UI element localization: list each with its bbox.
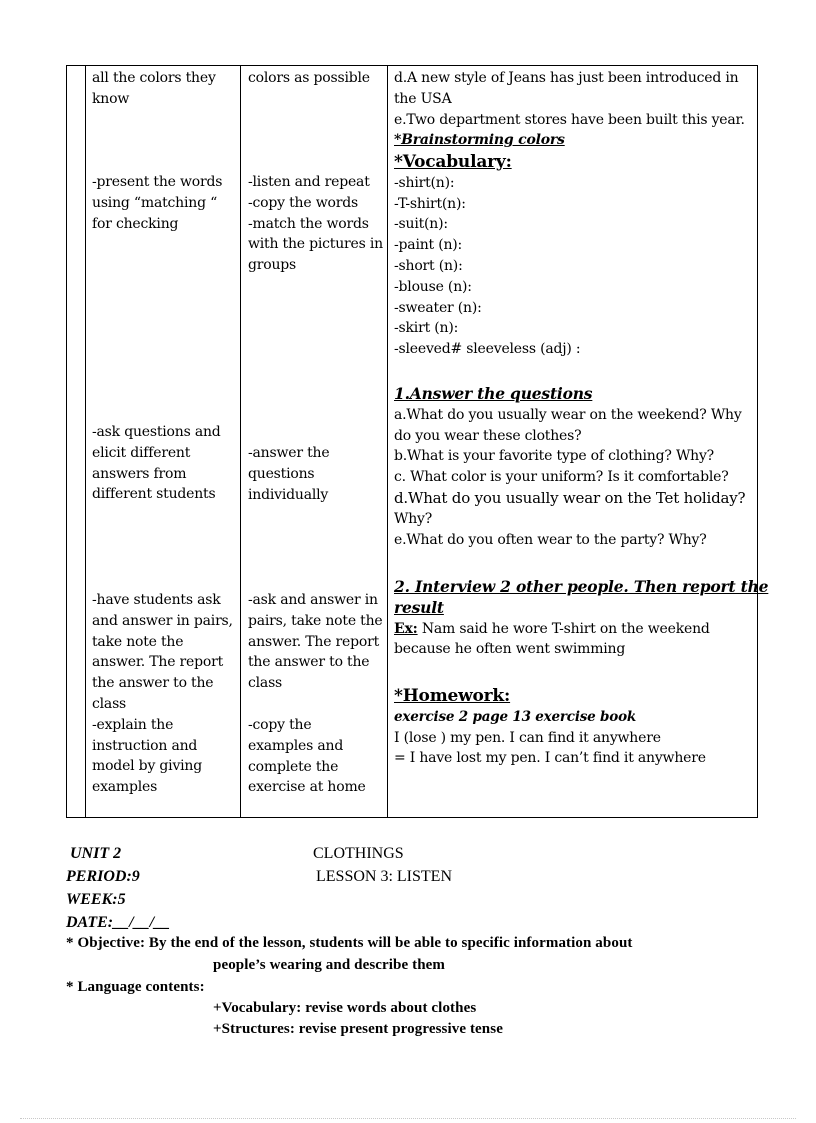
example-line [394, 619, 756, 640]
student-block-2 [248, 172, 386, 276]
period-label: PERIOD:9 [66, 868, 140, 885]
text-line: the answer to the [92, 675, 214, 692]
interview-section [394, 577, 769, 660]
unit-title: CLOTHINGS [313, 845, 404, 862]
language-contents-label: * Language contents: [66, 979, 205, 995]
text-line: pairs, take note the [248, 612, 383, 629]
text-line: the answer to the [248, 654, 370, 671]
text-line: -answer the [248, 445, 330, 461]
text-line: examples and [248, 737, 344, 754]
example-text: because he often went swimming [394, 641, 626, 658]
question-line: a.What do you usually wear on the weekend? Why [394, 406, 742, 423]
text-line: using “matching “ [92, 194, 218, 211]
homework-line: = I have lost my pen. I can’t find it anywhere [394, 750, 706, 767]
text-line: and answer in pairs, [92, 612, 233, 629]
teacher-activities-column [86, 66, 241, 817]
answer-questions-heading: 1.Answer the questions [394, 384, 593, 403]
vocab-item: -sleeved# sleeveless (adj) : [394, 341, 581, 358]
homework-line: I (lose ) my pen. I can find it anywhere [394, 729, 661, 746]
text-line: class [248, 675, 283, 692]
teacher-block-2 [92, 172, 238, 234]
text-line: -explain the [92, 716, 174, 733]
text-line: -ask and answer in [248, 592, 378, 608]
vocabulary-content: +Vocabulary: revise words about clothes [213, 1000, 477, 1016]
question-line: b.What is your favorite type of clothing? Why? [394, 448, 714, 465]
question-line: do you wear these clothes? [394, 427, 582, 444]
text-line: -present the words [92, 174, 223, 190]
text-line: -listen and repeat [248, 174, 370, 190]
interview-heading: result [394, 597, 444, 617]
teacher-block-1 [92, 68, 238, 110]
text-line: questions [248, 465, 315, 482]
week-label: WEEK:5 [66, 891, 126, 908]
text-line: elicit different [92, 444, 191, 461]
question-line: c. What color is your uniform? Is it comfortable? [394, 469, 729, 486]
text-line: take note the [92, 633, 184, 650]
vocab-item: -paint (n): [394, 237, 463, 254]
vocab-item: -T-shirt(n): [394, 195, 466, 212]
text-line: exercise at home [248, 779, 366, 796]
structures-content: +Structures: revise present progressive tense [213, 1021, 503, 1037]
student-block-1 [248, 68, 386, 89]
text-line: class [92, 695, 127, 712]
lesson-title: LESSON 3: LISTEN [316, 868, 452, 885]
vocab-item: -short (n): [394, 257, 463, 274]
text-line: d.A new style of Jeans has just been introduced in [394, 70, 739, 86]
table-margin-column [67, 66, 86, 817]
text-line: -copy the [248, 717, 312, 733]
interview-heading: 2. Interview 2 other people. Then report the [394, 577, 769, 596]
text-line: the USA [394, 90, 452, 107]
student-block-5 [248, 715, 386, 798]
vocab-item: -sweater (n): [394, 299, 482, 316]
lesson-plan-table [66, 65, 769, 818]
answer-questions-section [394, 384, 756, 550]
homework-heading: *Homework: [394, 686, 511, 706]
homework-reference: exercise 2 page 13 exercise book [394, 708, 637, 725]
teacher-block-3 [92, 422, 238, 505]
text-line: e.Two department stores have been built this year. [394, 111, 745, 128]
text-line: answers from [92, 465, 187, 482]
text-line: know [92, 90, 130, 107]
text-line: instruction and [92, 737, 198, 754]
vocab-item: -blouse (n): [394, 278, 472, 295]
text-line: -match the words [248, 215, 369, 232]
teacher-block-4 [92, 590, 238, 798]
student-block-4 [248, 590, 386, 694]
vocab-item: -shirt(n): [394, 174, 455, 191]
text-line: -have students ask [92, 592, 221, 608]
content-sentences [394, 68, 756, 151]
homework-section [394, 686, 756, 769]
student-activities-column [241, 66, 388, 817]
text-line: all the colors they [92, 70, 216, 86]
page-bottom-rule [20, 1118, 796, 1119]
brainstorming-heading: *Brainstorming colors [394, 132, 565, 149]
text-line: individually [248, 486, 329, 503]
text-line: groups [248, 257, 297, 274]
text-line: model by giving [92, 758, 203, 775]
text-line: answer. The report [92, 654, 224, 671]
example-text: Nam said he wore T-shirt on the weekend [417, 620, 710, 637]
text-line: answer. The report [248, 633, 380, 650]
text-line: complete the [248, 758, 339, 775]
objective-line: * Objective: By the end of the lesson, students will be able to specific information about [66, 935, 633, 951]
vocab-item: -suit(n): [394, 216, 448, 233]
content-column [388, 66, 769, 817]
text-line: examples [92, 779, 158, 796]
question-line: e.What do you often wear to the party? Why? [394, 531, 707, 548]
vocabulary-section [394, 152, 756, 360]
text-line: -copy the words [248, 194, 358, 211]
text-line: for checking [92, 215, 179, 232]
objective-line: people’s wearing and describe them [213, 957, 445, 973]
date-label: DATE:__/__/__ [66, 914, 171, 931]
unit-label: UNIT 2 [70, 845, 122, 862]
text-line: with the pictures in [248, 236, 383, 253]
question-line: d.What do you usually wear on the Tet holiday? [394, 488, 746, 507]
text-line: colors as possible [248, 70, 370, 86]
vocab-item: -skirt (n): [394, 320, 459, 337]
student-block-3 [248, 443, 386, 505]
question-line: Why? [394, 510, 433, 527]
vocabulary-heading: *Vocabulary: [394, 152, 512, 172]
text-line: -ask questions and [92, 424, 221, 440]
example-label: Ex: [394, 620, 418, 637]
text-line: different students [92, 486, 216, 503]
